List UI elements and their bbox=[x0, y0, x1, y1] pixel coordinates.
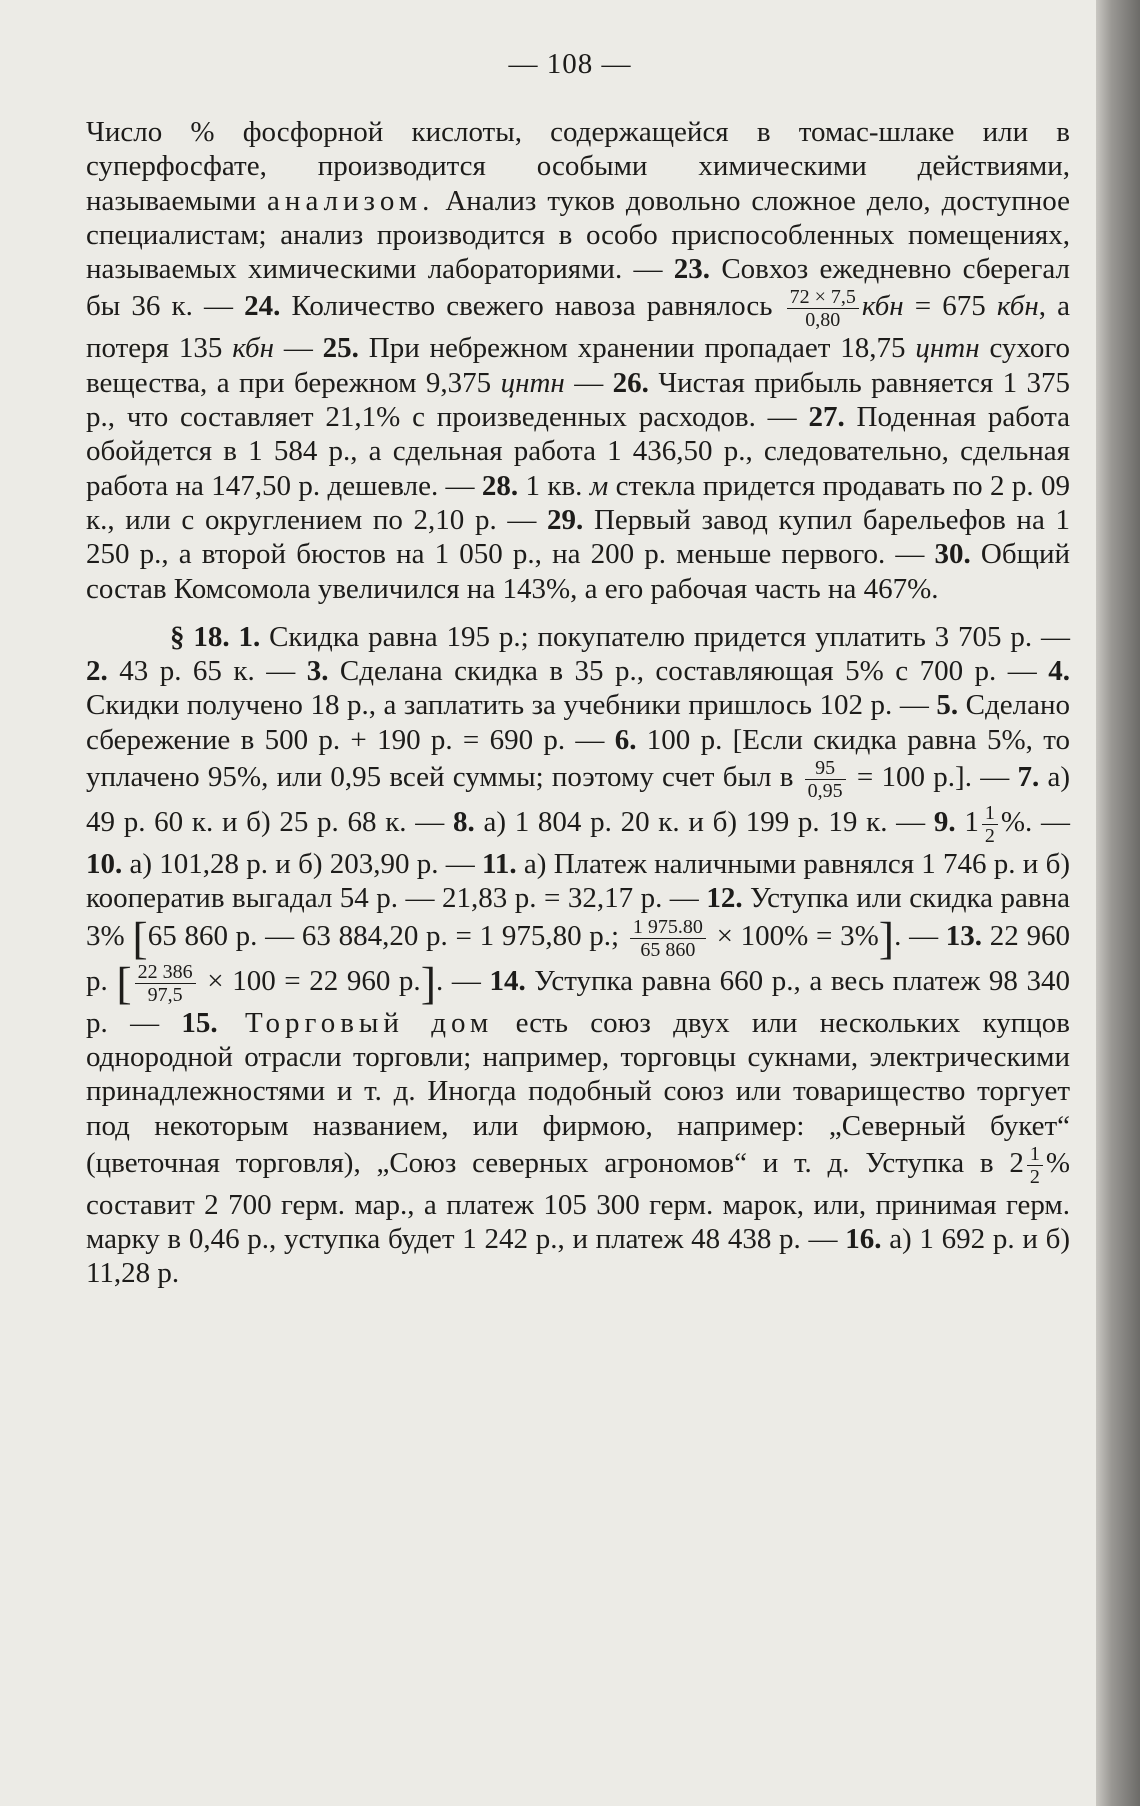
text-run: . — bbox=[894, 919, 946, 952]
text-run: × 100 = 22 960 р. bbox=[198, 964, 421, 997]
bracket-open: [ bbox=[132, 912, 148, 964]
text-run: 100 р. [Если скидка равна 5%, то уплачено 95%, или 0,95 всей суммы; поэтому счет был в bbox=[86, 723, 1070, 794]
paragraph-answers-section-18 bbox=[86, 620, 1070, 1291]
unit: цнтн bbox=[500, 366, 565, 399]
answer-number-16: 16. bbox=[845, 1223, 882, 1256]
text-run: Первый завод купил барельефов на 1 250 р., а второй бюстов на 1 050 р., на 200 р. меньше первого. — bbox=[86, 503, 1070, 571]
text-run: Общий состав Комсомола увеличился на 143%, а его рабочая часть на 467%. bbox=[86, 538, 1070, 605]
answer-number-28: 28. bbox=[481, 469, 519, 502]
answer-number-6: 6. bbox=[614, 723, 637, 756]
fraction-denominator: 97,5 bbox=[147, 983, 183, 1006]
fraction-denominator: 0,95 bbox=[807, 780, 843, 803]
text-run: а) 1 692 р. и б) 11,28 р. bbox=[86, 1223, 1070, 1290]
text-run: 1 кв. bbox=[518, 469, 590, 502]
text-run: %. — bbox=[1000, 806, 1070, 839]
text-run: Поденная работа обойдется в 1 584 р., а сдельная работа 1 436,50 р., следовательно, сдельная работа на 147,50 р. дешевле. — bbox=[86, 401, 1070, 502]
answer-number-4: 4. bbox=[1048, 655, 1070, 688]
text-run: Анализ туков довольно сложное дело, доступное специалистам; анализ производится в особо приспособленных помещениях, называемых химическими лабораториями. — bbox=[86, 184, 1070, 286]
text-run: . — bbox=[436, 964, 490, 997]
fraction-half bbox=[982, 802, 998, 847]
page-edge-shadow bbox=[1096, 0, 1140, 1806]
answer-number-3: 3. bbox=[306, 655, 329, 688]
answer-number-8: 8. bbox=[452, 806, 475, 839]
text-run: × 100% = 3% bbox=[708, 919, 879, 952]
bracket-close: ] bbox=[420, 957, 437, 1009]
text-run: Количество свежего навоза равнялось bbox=[280, 290, 784, 323]
text-run: Сделано сбережение в 500 р. + 190 р. = 690 р. — bbox=[86, 689, 1070, 756]
fraction-denominator: 2 bbox=[984, 825, 995, 848]
answer-number-7: 7. bbox=[1017, 761, 1040, 794]
answer-number-26: 26. bbox=[612, 366, 649, 399]
text-run: 43 р. 65 к. — bbox=[107, 655, 307, 688]
answer-number-9: 9. bbox=[933, 806, 956, 839]
text-run: Уступка равна 660 р., а весь платеж 98 340 р. — bbox=[86, 964, 1071, 1039]
answer-number-2: 2. bbox=[86, 655, 108, 688]
fraction-numerator: 1 bbox=[1027, 1143, 1043, 1166]
fraction-manure bbox=[787, 286, 859, 331]
text-run: — bbox=[274, 332, 323, 365]
bracket-close: ] bbox=[878, 912, 895, 964]
answer-number-13: 13. bbox=[945, 919, 983, 952]
answer-number-10: 10. bbox=[86, 848, 123, 881]
text-run: При небрежном хранении пропадает 18,75 bbox=[358, 332, 916, 365]
answer-number-30: 30. bbox=[934, 538, 971, 571]
text-run: сухого вещества, а при бережном 9,375 bbox=[86, 332, 1070, 399]
text-run: а) Платеж наличными равнялся 1 746 р. и б) кооператив выгадал 54 р. — 21,83 р. = 32,17 р. — bbox=[86, 848, 1070, 915]
fraction-numerator: 72 × 7,5 bbox=[787, 286, 859, 309]
text-run: а) 1 804 р. 20 к. и б) 199 р. 19 к. — bbox=[474, 806, 934, 839]
answer-number-29: 29. bbox=[547, 503, 584, 536]
fraction-denominator: 0,80 bbox=[805, 309, 841, 332]
text-run: Сделана скидка в 35 р., составляющая 5% с 700 р. — bbox=[328, 655, 1049, 688]
text-run: , а потеря 135 bbox=[86, 290, 1070, 365]
answer-number-27: 27. bbox=[808, 401, 845, 434]
text-run: стекла придется продавать по 2 р. 09 к., или с округлением по 2,10 р. — bbox=[86, 469, 1070, 536]
fraction-denominator: 65 860 bbox=[640, 938, 696, 961]
section-heading: § 18. 1. bbox=[170, 620, 261, 653]
text-run: Чистая прибыль равняется 1 375 р., что составляет 21,1% с произведенных расходов. — bbox=[86, 366, 1071, 434]
text-run: Скидки получено 18 р., а заплатить за учебники пришлось 102 р. — bbox=[86, 689, 937, 722]
text-run: = 100 р.]. — bbox=[848, 761, 1018, 794]
text-run: а) 49 р. 60 к. и б) 25 р. 68 к. — bbox=[86, 761, 1071, 839]
answer-number-15: 15. bbox=[181, 1006, 218, 1039]
text-run: 65 860 р. — 63 884,20 р. = 1 975,80 р.; bbox=[147, 919, 627, 952]
bracket-open: [ bbox=[116, 957, 132, 1009]
unit: кбн bbox=[232, 332, 275, 365]
text-run: Число % фосфорной кислоты, содержащейся в томас-шлаке или в суперфосфате, производится особыми химическими действиями, называемыми bbox=[86, 116, 1070, 217]
answer-number-14: 14. bbox=[489, 964, 526, 997]
answer-number-5: 5. bbox=[936, 689, 959, 722]
answer-number-25: 25. bbox=[322, 332, 359, 365]
text-run: = 675 bbox=[903, 290, 997, 323]
text-run: 22 960 р. bbox=[86, 919, 1070, 997]
fraction-half bbox=[1027, 1143, 1043, 1188]
fraction-numerator: 95 bbox=[805, 757, 846, 780]
fraction-discount bbox=[805, 757, 846, 802]
unit: кбн bbox=[996, 290, 1039, 323]
text-run: а) 101,28 р. и б) 203,90 р. — bbox=[122, 848, 483, 881]
spaced-term-analiz: анализом. bbox=[267, 184, 435, 217]
text-run: % составит 2 700 герм. мар., а платеж 105 300 герм. марок, или, принимая герм. марку в 0,46 р., уступка будет 1 242 р., и платеж 48 438 р. — bbox=[86, 1146, 1070, 1256]
fraction-denominator: 2 bbox=[1029, 1165, 1040, 1188]
text-run: есть союз двух или нескольких купцов однородной отрасли торговли; например, торговцы сукнами, электрическими принадлежностями и т. д. Иногда подобный союз или товарищество торгует под некоторым названием, или фирмою, например: „Северный букет“ (цветочная торговля), „Союз северных агрономов“ и т. д. Уступка в 2 bbox=[86, 1006, 1071, 1179]
answer-number-24: 24. bbox=[244, 290, 281, 323]
unit: м bbox=[589, 469, 609, 502]
fraction-percent bbox=[630, 916, 706, 961]
fraction-total bbox=[135, 961, 196, 1006]
page-number: — 108 — bbox=[508, 48, 632, 80]
fraction-numerator: 1 975.80 bbox=[630, 916, 706, 939]
paragraph-answers-section-17 bbox=[86, 115, 1070, 606]
text-run: — bbox=[564, 366, 613, 399]
answers-text bbox=[86, 115, 1070, 1291]
answer-number-12: 12. bbox=[706, 882, 743, 915]
text-run: Уступка или скидка равна 3% bbox=[86, 882, 1070, 952]
unit: кбн bbox=[861, 290, 904, 323]
answer-number-11: 11. bbox=[482, 848, 517, 881]
text-run: Скидка равна 195 р.; покупателю придется уплатить 3 705 р. — bbox=[260, 620, 1071, 653]
text-run: Совхоз ежедневно сберегал бы 36 к. — bbox=[86, 253, 1070, 323]
unit: цнтн bbox=[915, 332, 980, 365]
fraction-numerator: 22 386 bbox=[135, 961, 196, 984]
fraction-numerator: 1 bbox=[982, 802, 998, 825]
answer-number-23: 23. bbox=[673, 253, 711, 286]
spaced-term-trading-house: Торговый дом bbox=[217, 1006, 494, 1039]
text-run: 1 bbox=[955, 806, 979, 839]
